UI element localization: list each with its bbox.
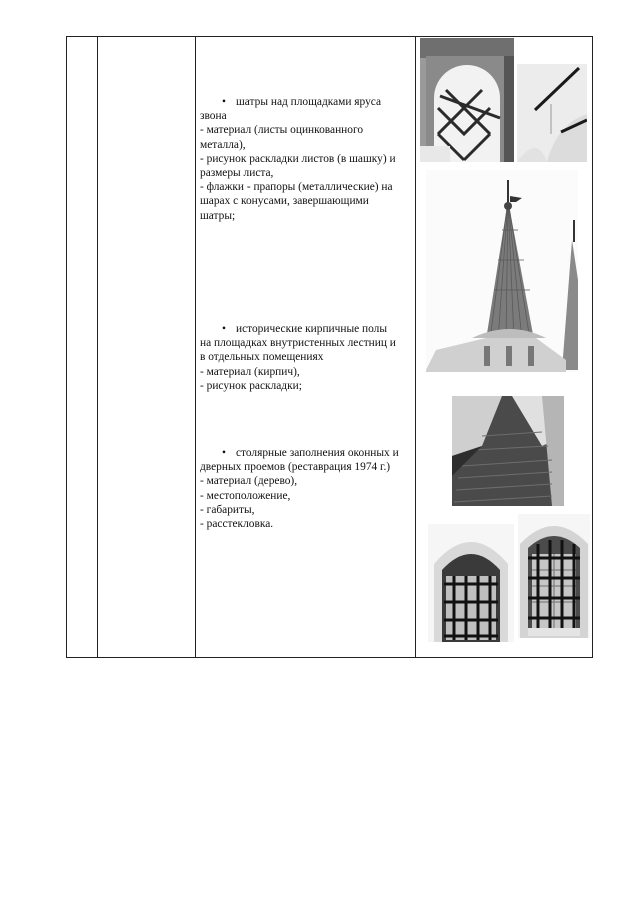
- item-line: дверных проемов (реставрация 1974 г.): [200, 461, 391, 474]
- item-line: металла),: [200, 138, 246, 151]
- item-line: - местоположение,: [200, 489, 291, 502]
- item-line: - расстекловка.: [200, 518, 274, 531]
- item-tent-roofs: [200, 95, 412, 223]
- item-line: размеры листа,: [200, 167, 274, 180]
- bullet-icon: •: [222, 323, 226, 335]
- item-brick-floors: [200, 322, 412, 393]
- item-line: шатры;: [200, 209, 236, 222]
- item-line: - рисунок раскладки;: [200, 379, 302, 392]
- item-line: на площадках внутристенных лестниц и: [200, 337, 396, 350]
- vault-beams-photo: [517, 64, 587, 162]
- item-line: - материал (листы оцинкованного: [200, 124, 364, 137]
- column-divider: [415, 37, 416, 657]
- item-joinery: [200, 446, 412, 531]
- barred-window-left-photo: [428, 524, 514, 642]
- column-divider: [195, 37, 196, 657]
- item-line: - материал (дерево),: [200, 475, 298, 488]
- item-line: - флажки - прапоры (металлические) на: [200, 181, 393, 194]
- item-heading: шатры над площадками яруса: [236, 96, 382, 108]
- brick-stair-photo: [452, 396, 564, 506]
- item-line: звона: [200, 110, 227, 123]
- item-line: [200, 322, 412, 336]
- item-heading: исторические кирпичные полы: [236, 323, 387, 335]
- item-line: [200, 95, 412, 109]
- item-line: [200, 446, 412, 460]
- bullet-icon: •: [222, 447, 226, 459]
- item-line: - рисунок раскладки листов (в шашку) и: [200, 152, 396, 165]
- tent-roof-spire-photo: [426, 170, 578, 372]
- bullet-icon: •: [222, 96, 226, 108]
- item-line: - габариты,: [200, 503, 255, 516]
- barred-window-right-photo: [518, 514, 590, 638]
- item-heading: столярные заполнения оконных и: [236, 447, 399, 459]
- column-divider: [97, 37, 98, 657]
- item-line: в отдельных помещениях: [200, 351, 324, 364]
- item-line: - материал (кирпич),: [200, 365, 300, 378]
- window-lattice-photo: [420, 38, 514, 162]
- item-line: шарах с конусами, завершающими: [200, 195, 369, 208]
